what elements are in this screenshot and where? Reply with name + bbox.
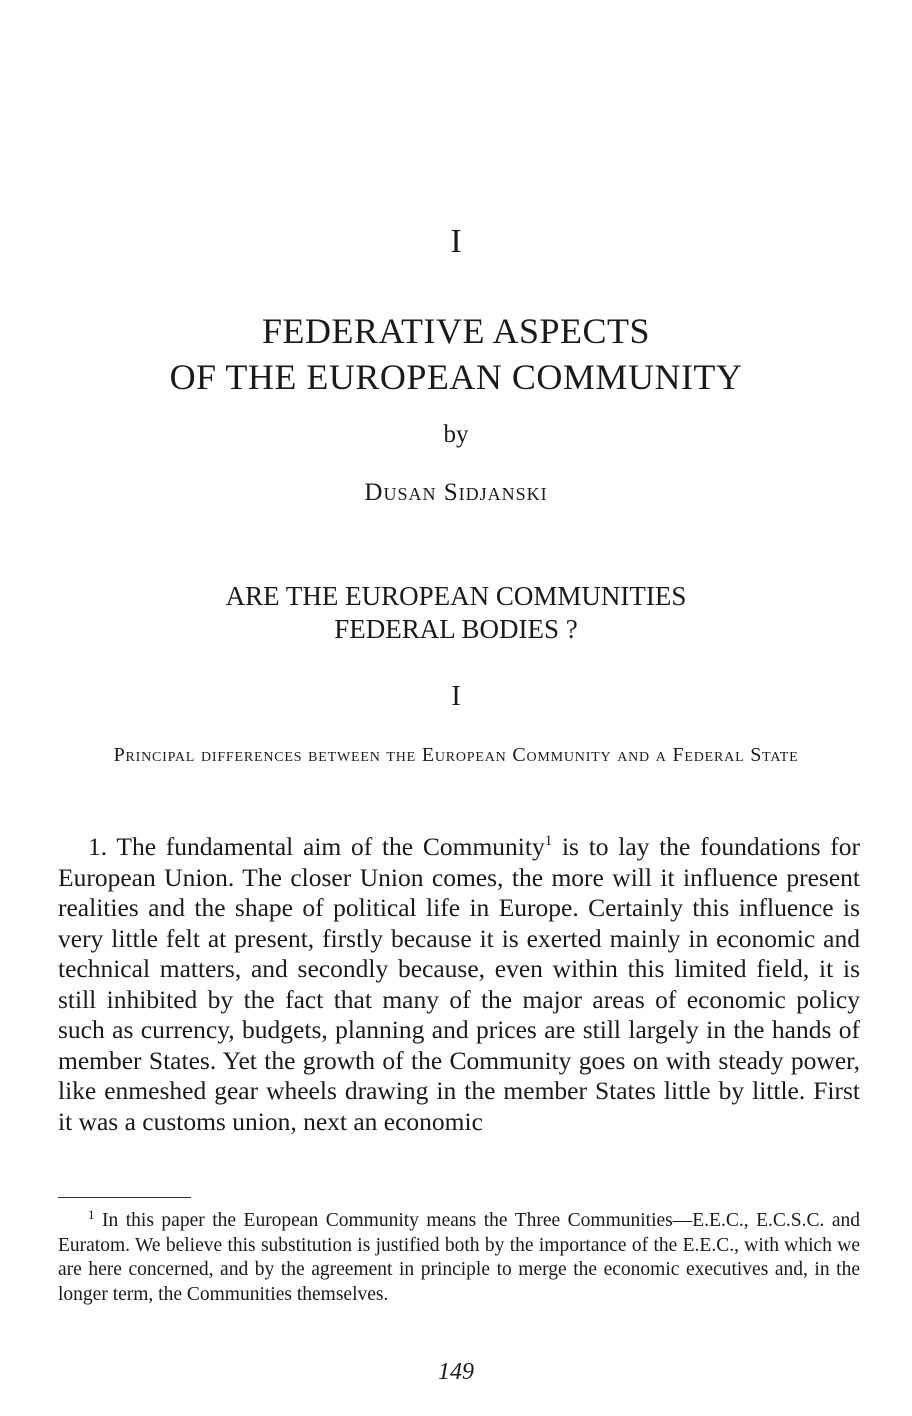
chapter-title (0, 308, 912, 400)
footnote-divider (58, 1197, 191, 1198)
chapter-title-line-2: OF THE EUROPEAN COMMUNITY (169, 357, 743, 397)
section-title-line-2: FEDERAL BODIES ? (334, 614, 578, 644)
paragraph-lead: 1. The fundamental aim of the Community (88, 832, 545, 861)
author-name: Dusan Sidjanski (364, 479, 548, 506)
body-paragraph (58, 832, 860, 1137)
footnote-text: In this paper the European Community means the Three Communities—E.E.C., E.C.S.C. and Euratom. We believe this substitution is justified both by the importance of the E.E.C., with which we are here concerned, and by the agreement in principle to merge the economic executives and, in the longer term, the Communities themselves. (58, 1210, 860, 1305)
footnote (58, 1209, 860, 1307)
byline: by (443, 421, 469, 448)
chapter-number: I (450, 223, 462, 260)
paragraph-rest: is to lay the foundations for European Union. The closer Union comes, the more will it influence present realities and the shape of political life in Europe. Certainly this influence is very little felt at present, firstly because it is exerted mainly in economic and technical matters, and secondly because, even within this limited field, it is still inhibited by the fact that many of the major areas of economic policy such as currency, budgets, planning and prices are still largely in the hands of member States. Yet the growth of the Community goes on with steady power, like enmeshed gear wheels drawing in the member States little by little. First it was a customs union, next an economic (58, 832, 860, 1136)
section-title (0, 580, 912, 646)
footnote-reference: 1 (544, 833, 553, 849)
section-number: I (451, 681, 461, 712)
subsection-title: Principal differences between the European Community and a Federal State (113, 744, 799, 766)
section-title-line-1: ARE THE EUROPEAN COMMUNITIES (225, 581, 687, 611)
page-number: 149 (438, 1359, 474, 1385)
footnote-marker: 1 (88, 1207, 95, 1222)
chapter-title-line-1: FEDERATIVE ASPECTS (261, 311, 651, 351)
